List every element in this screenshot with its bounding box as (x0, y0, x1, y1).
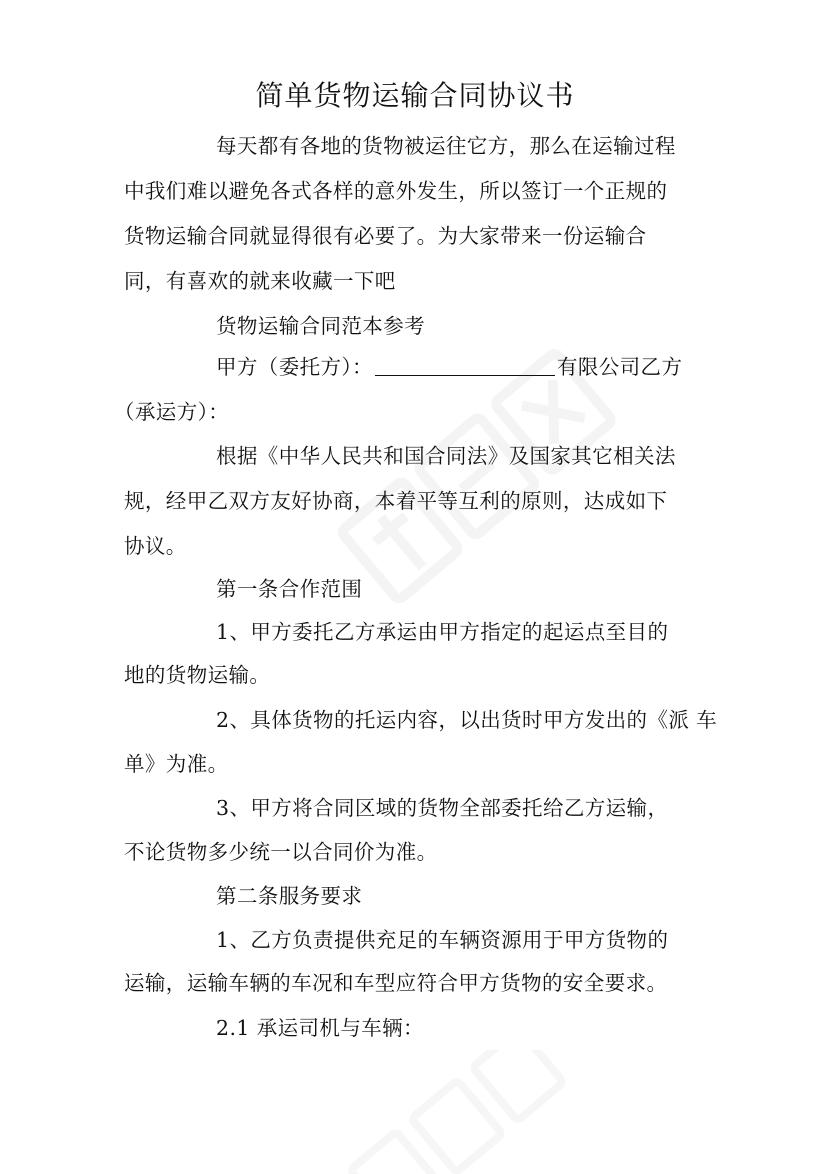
a1-item2-line-2: 单》为准。 (124, 752, 229, 776)
preamble-line-2: 规，经甲乙双方友好协商，本着平等互利的原则，达成如下 (124, 489, 668, 513)
party-a-blank (375, 355, 555, 376)
subtitle: 货物运输合同范本参考 (216, 314, 425, 338)
party-b-label: （承运方）： (114, 400, 230, 424)
document-title: 简单货物运输合同协议书 (255, 79, 575, 112)
intro-line-1: 每天都有各地的货物被运往它方，那么在运输过程 (216, 134, 676, 158)
preamble-line-3: 协议。 (124, 534, 187, 558)
a2-item1-line-2: 运输，运输车辆的车况和车型应符合甲方货物的安全要求。 (124, 971, 668, 995)
intro-line-4: 同，有喜欢的就来收藏一下吧 (124, 269, 396, 293)
a1-item2-line-1: 2、具体货物的托运内容，以出货时甲方发出的《派 车 (216, 708, 718, 732)
party-a-suffix: 有限公司乙方 (556, 355, 683, 379)
article2-heading: 第二条服务要求 (216, 884, 363, 908)
a2-item21: 2.1 承运司机与车辆： (216, 1016, 424, 1040)
a1-item1-line-2: 地的货物运输。 (124, 663, 271, 687)
article1-heading: 第一条合作范围 (216, 577, 363, 601)
intro-line-3: 货物运输合同就显得很有必要了。为大家带来一份运输合 (124, 224, 647, 248)
a1-item3-line-1: 3、甲方将合同区域的货物全部委托给乙方运输， (216, 796, 669, 820)
preamble-line-1: 根据《中华人民共和国合同法》及国家其它相关法 (216, 444, 676, 468)
intro-line-2: 中我们难以避免各式各样的意外发生，所以签订一个正规的 (124, 179, 668, 203)
a2-item1-line-1: 1、乙方负责提供充足的车辆资源用于甲方货物的 (216, 928, 669, 952)
watermark-logo-bottom (330, 1050, 590, 1174)
party-a-line (216, 353, 682, 381)
a1-item3-line-2: 不论货物多少统一以合同价为准。 (124, 840, 438, 864)
a1-item1-line-1: 1、甲方委托乙方承运由甲方指定的起运点至目的 (216, 620, 669, 644)
party-a-label: 甲方（委托方）： (216, 355, 373, 379)
